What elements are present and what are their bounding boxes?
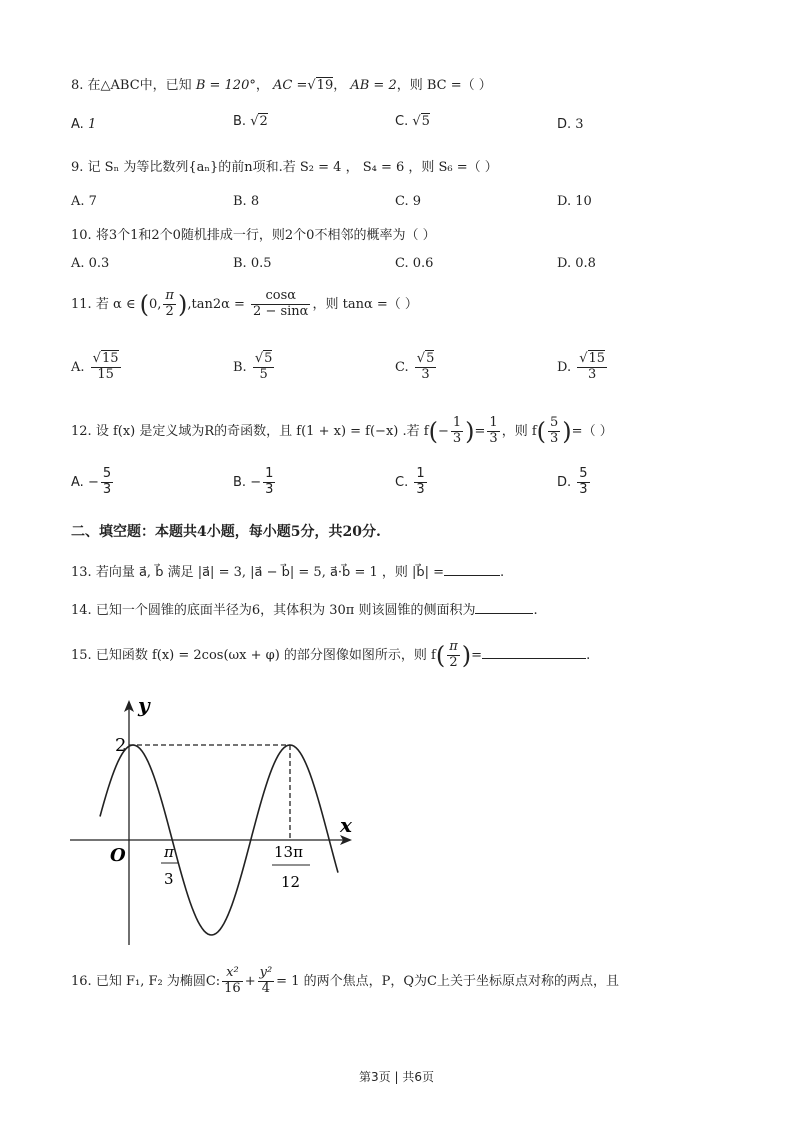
question-9: 9. 记 Sₙ 为等比数列{aₙ}的前n项和.若 S₂ = 4 ， S₄ = 6 ，则 S₆ =（ ） (71, 160, 498, 175)
option-d[interactable]: D. 3 (557, 117, 584, 132)
option-c[interactable]: C. $\frac{1}{3}$ (395, 466, 425, 497)
option-b[interactable]: B. 0.5 (233, 256, 272, 271)
option-a[interactable]: A. $\frac{√15}{15}$ (71, 351, 119, 382)
question-16: 16. 已知 F₁, F₂ 为椭圆C: $\frac{\text{x²}}{16}$ + $\frac{\text{y²}}{4}$ = 1 的两个焦点，P，Q为C上关于坐标原点对称的两点，且 (71, 965, 619, 996)
tick-1-num: π (164, 843, 174, 861)
answer-blank[interactable] (444, 575, 500, 576)
page-footer: 第3页 | 共6页 (359, 1070, 434, 1084)
option-a[interactable]: A. − $\frac{5}{3}$ (71, 466, 112, 497)
answer-blank[interactable] (475, 613, 533, 614)
question-number: 8. (71, 78, 84, 93)
origin-label: O (110, 845, 126, 866)
option-b[interactable]: B. − $\frac{1}{3}$ (233, 466, 274, 497)
option-c[interactable]: C. 9 (395, 194, 422, 209)
option-a[interactable]: A. 7 (71, 194, 97, 209)
option-a[interactable]: A. 0.3 (71, 256, 110, 271)
question-8: 8. 在△ABC中，已知 B = 120°， AC =√19， AB = 2，则 BC =（ ） (71, 78, 492, 93)
question-13: 13. 若向量 a⃗, b⃗ 满足 |a⃗| = 3, |a⃗ − b⃗| = 5, a⃗·b⃗ = 1 ，则 |b⃗| = . (71, 565, 505, 580)
option-d[interactable]: D. $\frac{5}{3}$ (557, 466, 588, 497)
option-b[interactable]: B. $\frac{√5}{5}$ (233, 351, 273, 382)
section-title: 二、填空题：本题共4小题，每小题5分，共20分. (71, 524, 381, 540)
option-c[interactable]: C. √5 (395, 114, 430, 129)
option-d[interactable]: D. 0.8 (557, 256, 596, 271)
tick-1-den: 3 (164, 870, 174, 888)
question-15: 15. 已知函数 f(x) = 2cos(ωx + φ) 的部分图像如图所示，则 f( $\frac{\pi}{2}$ )= . (71, 639, 591, 670)
option-c[interactable]: C. 0.6 (395, 256, 434, 271)
question-12: 12. 设 f(x) 是定义域为R的奇函数，且 f(1 + x) = f(−x) .若 f(− $\frac{1}{3}$ )= $\frac{1}{3}$ ，则 f( $\frac{5}{3}$ )=（ ） (71, 415, 613, 446)
answer-blank[interactable] (482, 658, 586, 659)
tick-2-num: 13π (274, 843, 303, 861)
option-a[interactable]: A. 1 (71, 117, 97, 132)
option-b[interactable]: B. 8 (233, 194, 260, 209)
function-graph (60, 690, 370, 960)
tick-2-den: 12 (281, 873, 301, 891)
question-11: 11. 若 α ∈ (0, $\frac{\pi}{2}$ ),tan2α = $\frac{\cos\alpha}{2 - \sin\alpha}$ ，则 tanα =（ ） (71, 288, 418, 319)
y-tick-label: 2 (115, 735, 127, 756)
option-b[interactable]: B. √2 (233, 114, 268, 129)
x-axis-label: x (340, 813, 352, 837)
option-d[interactable]: D. $\frac{√15}{3}$ (557, 351, 606, 382)
option-d[interactable]: D. 10 (557, 194, 592, 209)
y-axis-label: y (138, 693, 150, 717)
question-10: 10. 将3个1和2个0随机排成一行，则2个0不相邻的概率为（ ） (71, 228, 436, 243)
question-14: 14. 已知一个圆锥的底面半径为6，其体积为 30π 则该圆锥的侧面积为 . (71, 603, 538, 618)
option-c[interactable]: C. $\frac{√5}{3}$ (395, 351, 435, 382)
